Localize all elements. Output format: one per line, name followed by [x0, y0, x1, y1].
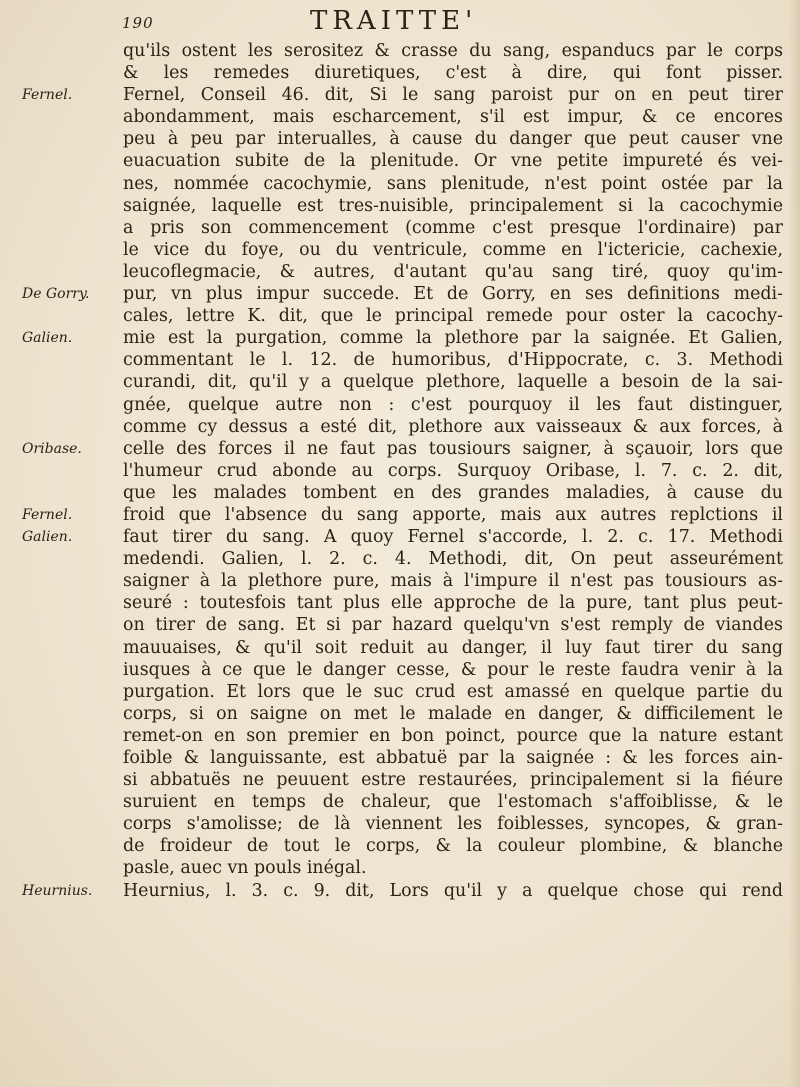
page-number: 190	[122, 14, 154, 32]
margin-note: Oribase.	[22, 440, 82, 457]
margin-note: De Gorry.	[22, 286, 90, 303]
text-line: corps s'amolisse; de là viennent les foiblesses, syncopes, & gran-	[123, 814, 783, 835]
margin-notes	[0, 0, 110, 1087]
margin-note: Heurnius.	[22, 882, 93, 899]
text-line: que les malades tombent en des grandes maladies, à cause du	[123, 482, 783, 503]
text-line: foible & languissante, est abbatuë par la saignée : & les forces ain-	[123, 748, 783, 768]
text-line: curandi, dit, qu'il y a quelque plethore, laquelle a besoin de la sai-	[123, 372, 783, 393]
body-text	[123, 40, 783, 902]
text-line: purgation. Et lors que le suc crud est amassé en quelque partie du	[123, 681, 783, 702]
margin-note: Fernel.	[22, 87, 73, 104]
text-line: si abbatuës ne peuuent estre restaurées, principalement si la fiéure	[123, 770, 783, 791]
page-header	[100, 6, 790, 36]
text-line: saigner à la plethore pure, mais à l'impure il n'est pas tousiours as-	[123, 571, 783, 592]
text-line: faut tirer du sang. A quoy Fernel s'accorde, l. 2. c. 17. Methodi	[123, 527, 783, 548]
text-line: l'humeur crud abonde au corps. Surquoy Oribase, l. 7. c. 2. dit,	[123, 460, 783, 481]
text-line: pasle, auec vn pouls inégal.	[123, 858, 367, 879]
text-line: gnée, quelque autre non : c'est pourquoy il les faut distinguer,	[123, 394, 783, 415]
text-line: corps, si on saigne on met le malade en danger, & difficilement le	[123, 703, 783, 724]
text-line: le vice du foye, ou du ventricule, comme en l'ictericie, cachexie,	[123, 239, 783, 260]
text-line: suruient en temps de chaleur, que l'estomach s'affoiblisse, & le	[123, 792, 783, 813]
text-line: commentant le l. 12. de humoribus, d'Hippocrate, c. 3. Methodi	[123, 350, 783, 371]
text-line: saignée, laquelle est tres-nuisible, principalement si la cacochymie	[123, 195, 783, 216]
page-edge-shadow	[788, 0, 800, 1087]
text-line: leucoflegmacie, & autres, d'autant qu'au sang tiré, quoy qu'im-	[123, 261, 783, 282]
margin-note: Fernel.	[22, 507, 73, 524]
text-line: & les remedes diuretiques, c'est à dire, qui font pisser.	[123, 63, 783, 84]
text-line: Heurnius, l. 3. c. 9. dit, Lors qu'il y a quelque chose qui rend	[123, 880, 783, 901]
text-line: remet-on en son premier en bon poinct, pource que la nature estant	[123, 725, 783, 746]
margin-note: Galien.	[22, 529, 73, 546]
text-line: seuré : toutesfois tant plus elle approche de la pure, tant plus peut-	[123, 593, 783, 614]
text-line: de froideur de tout le corps, & la couleur plombine, & blanche	[123, 836, 783, 857]
text-line: on tirer de sang. Et si par hazard quelqu'vn s'est remply de viandes	[123, 615, 783, 636]
text-line: nes, nommée cacochymie, sans plenitude, n'est point ostée par la	[123, 173, 783, 194]
text-line: pur, vn plus impur succede. Et de Gorry, en ses definitions medi-	[123, 284, 783, 305]
margin-note: Galien.	[22, 330, 73, 347]
text-line: a pris son commencement (comme c'est presque l'ordinaire) par	[123, 217, 783, 238]
text-line: qu'ils ostent les serositez & crasse du sang, espanducs par le corps	[123, 41, 783, 61]
text-line: abondamment, mais escharcement, s'il est impur, & ce encores	[123, 107, 783, 128]
text-line: iusques à ce que le danger cesse, & pour le reste faudra venir à la	[123, 659, 783, 680]
text-line: mie est la purgation, comme la plethore par la saignée. Et Galien,	[123, 328, 783, 349]
text-line: celle des forces il ne faut pas tousiours saigner, à sçauoir, lors que	[123, 438, 783, 459]
text-line: medendi. Galien, l. 2. c. 4. Methodi, dit, On peut asseurément	[123, 549, 783, 570]
text-line: peu à peu par interualles, à cause du danger que peut causer vne	[123, 129, 783, 150]
running-title: TRAITTE'	[310, 6, 478, 36]
text-line: cales, lettre K. dit, que le principal remede pour oster la cacochy-	[123, 306, 783, 327]
text-line: euacuation subite de la plenitude. Or vne petite impureté és vei-	[123, 151, 783, 172]
text-line: froid que l'absence du sang apporte, mais aux autres replctions il	[123, 504, 783, 525]
text-line: comme cy dessus a esté dit, plethore aux vaisseaux & aux forces, à	[123, 416, 783, 437]
text-line: Fernel, Conseil 46. dit, Si le sang paroist pur on en peut tirer	[123, 85, 783, 106]
text-line: mauuaises, & qu'il soit reduit au danger, il luy faut tirer du sang	[123, 637, 783, 658]
